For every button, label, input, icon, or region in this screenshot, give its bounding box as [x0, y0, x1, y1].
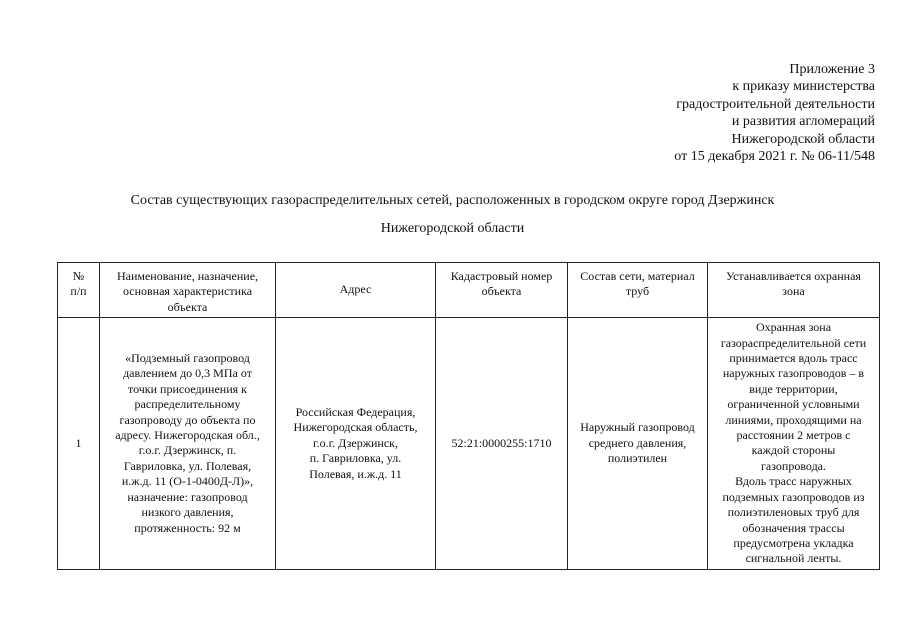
cell-cadastral-text: 52:21:0000255:1710 — [451, 435, 552, 450]
cell-address-text: Российская Федерация, Нижегородская область, г.о.г. Дзержинск, п. Гавриловка, ул. Полевая, и.ж.д. 11 — [293, 404, 418, 481]
appendix-line: к приказу министерства — [732, 79, 875, 95]
cell-zone-text: Охранная зона газораспределительной сети принимается вдоль трасс наружных газопроводов – в виде территории, ограниченной условными линиями, проходящими на расстоянии 2 метров с каждой стороны газопровода. Вдоль трасс наружных подземных газопроводов из полиэтиленовых труб для обозначения трассы предусмотрена укладка сигнальной ленты. — [720, 320, 867, 566]
header-address — [276, 263, 436, 318]
cell-composition-text: Наружный газопровод среднего давления, полиэтилен — [580, 420, 695, 466]
header-number-text: № п/п — [70, 269, 87, 299]
table-row — [58, 318, 880, 570]
cell-zone — [708, 318, 880, 570]
appendix-line: от 15 декабря 2021 г. № 06-11/548 — [674, 149, 875, 165]
gas-networks-table — [57, 262, 880, 570]
cell-name-text: «Подземный газопровод давлением до 0,3 МПа от точки присоединения к распределительному газопроводу до объекта по адресу. Нижегородская обл., г.о.г. Дзержинск, п. Гавриловка, ул. Полевая, и.ж.д. 11 (О-1-0400Д-Л)», назначение: газопровод низкого давления, протяженность: 92 м — [115, 351, 260, 535]
header-cadastral-text: Кадастровый номер объекта — [450, 269, 553, 299]
header-number — [58, 263, 100, 318]
document-title-region: Нижегородской области — [380, 221, 525, 236]
cell-name — [100, 318, 276, 570]
header-name-text: Наименование, назначение, основная характеристика объекта — [116, 269, 259, 314]
header-address-text: Адрес — [339, 282, 372, 297]
appendix-line: Приложение 3 — [789, 62, 875, 77]
header-composition-text: Состав сети, материал труб — [580, 269, 695, 299]
appendix-line: Нижегородской области — [731, 131, 875, 147]
document-title: Состав существующих газораспределительных сетей, расположенных в городском округе город Дзержинск — [130, 193, 775, 208]
table-header-row — [58, 263, 880, 318]
cell-composition — [568, 318, 708, 570]
cell-cadastral — [436, 318, 568, 570]
header-name — [100, 263, 276, 318]
cell-address — [276, 318, 436, 570]
appendix-line: и развития агломераций — [731, 114, 875, 130]
header-composition — [568, 263, 708, 318]
appendix-line: градостроительной деятельности — [676, 96, 875, 112]
header-zone-text: Устанавливается охранная зона — [726, 269, 861, 299]
cell-number — [58, 318, 100, 570]
cell-number-text: 1 — [75, 435, 82, 450]
appendix-block — [515, 61, 875, 165]
header-cadastral — [436, 263, 568, 318]
header-zone — [708, 263, 880, 318]
